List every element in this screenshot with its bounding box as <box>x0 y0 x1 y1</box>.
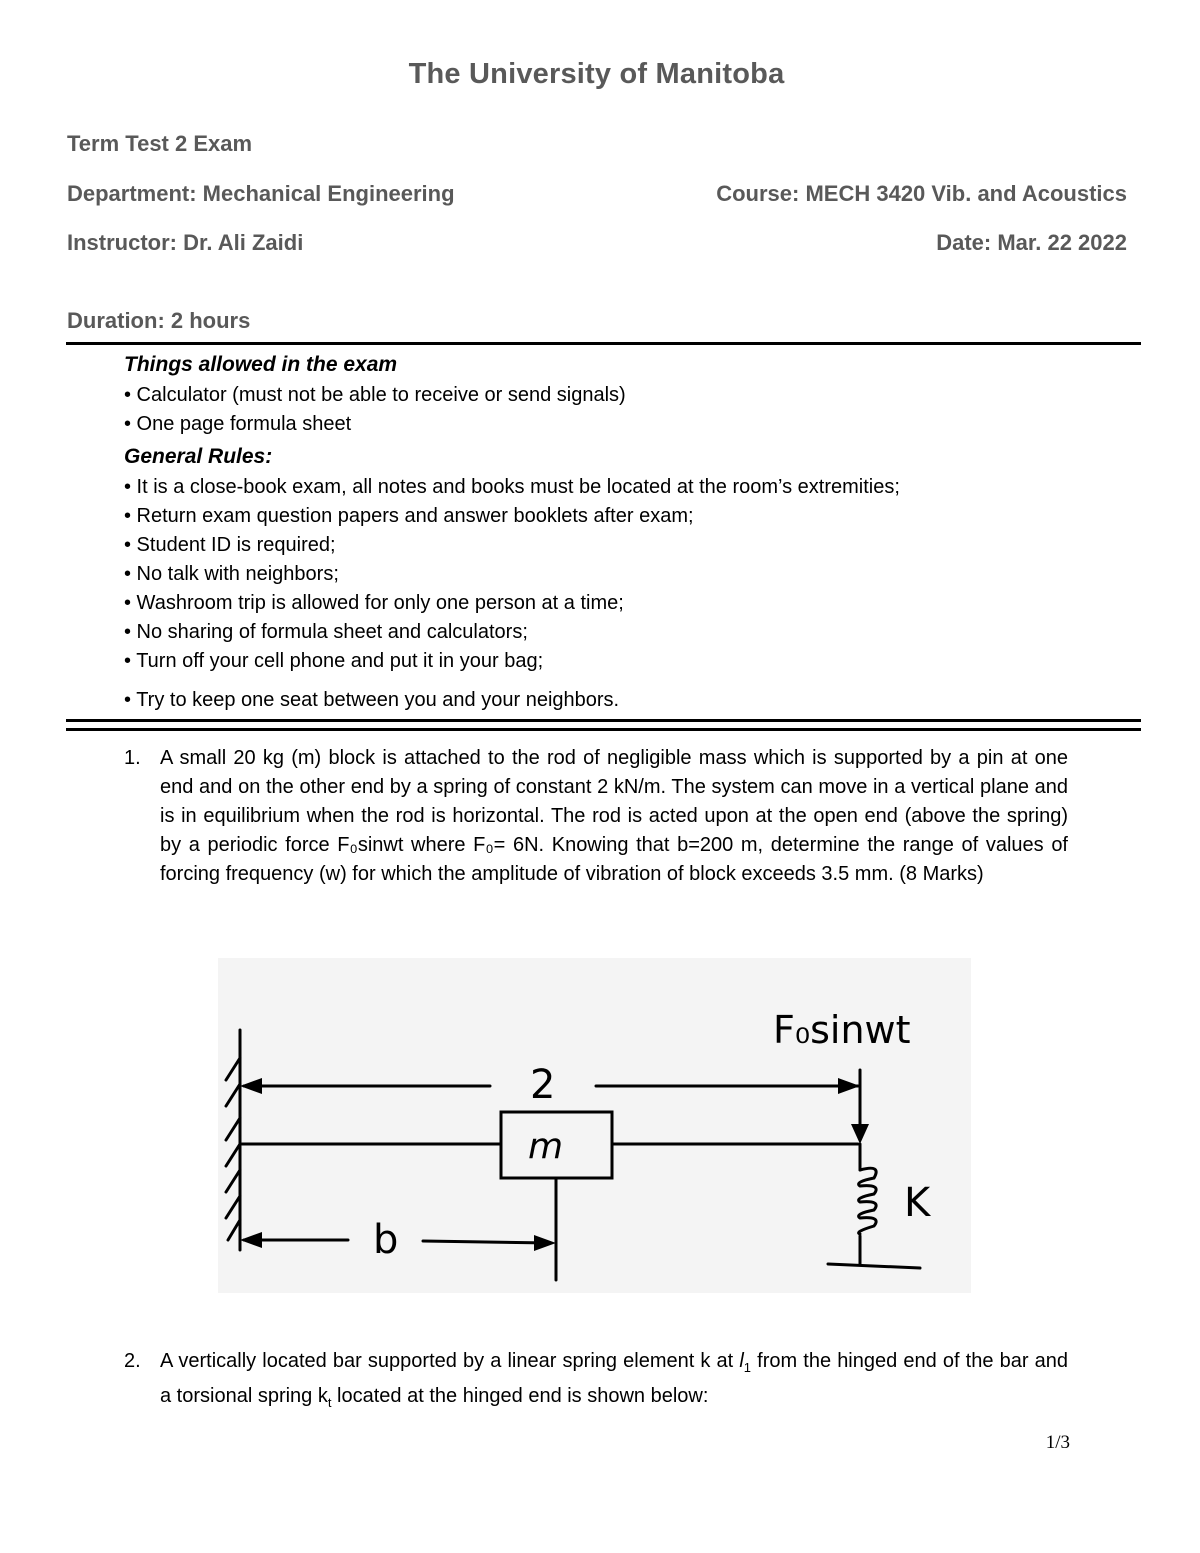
spring-mass-figure <box>218 958 971 1293</box>
rule-item: • Student ID is required; <box>124 534 336 556</box>
rules-divider-top <box>66 719 1141 722</box>
course: Course: MECH 3420 Vib. and Acoustics <box>716 181 1127 206</box>
hatch-mark <box>226 1170 240 1192</box>
rule-item: • It is a close-book exam, all notes and books must be located at the room’s extremities; <box>124 476 900 498</box>
exam-rules <box>124 349 1124 715</box>
question-2 <box>124 1347 1068 1417</box>
q2-l1-sub: 1 <box>743 1360 752 1375</box>
hatch-mark <box>226 1144 240 1166</box>
rule-item: • Return exam question papers and answer booklets after exam; <box>124 505 694 527</box>
rule-item: • No talk with neighbors; <box>124 563 339 585</box>
figure-drawing <box>218 958 971 1293</box>
rule-item: • Washroom trip is allowed for only one person at a time; <box>124 592 624 614</box>
arrowhead-right <box>838 1078 860 1094</box>
rule-item: • No sharing of formula sheet and calculators; <box>124 621 528 643</box>
spring-label: K <box>904 1180 931 1226</box>
question-number: 2. <box>124 1350 141 1372</box>
rules-heading: General Rules: <box>124 445 273 468</box>
duration: Duration: 2 hours <box>67 308 251 333</box>
q2-l1: l <box>739 1350 744 1372</box>
q2-kt-sub: t <box>327 1395 332 1410</box>
header-divider <box>66 342 1141 345</box>
question-text <box>160 1347 1068 1417</box>
exam-date: Date: Mar. 22 2022 <box>936 230 1127 255</box>
rules-divider-bottom <box>66 728 1141 731</box>
hatch-mark <box>226 1058 240 1080</box>
rule-item: • Try to keep one seat between you and your neighbors. <box>124 689 620 711</box>
q2-text-middle: from the hinged end of the bar and a torsional spring k <box>160 1350 1068 1407</box>
university-title: The University of Manitoba <box>408 58 785 90</box>
mass-label: m <box>528 1126 564 1167</box>
q2-text-before: A vertically located bar supported by a linear spring element k at <box>160 1350 740 1372</box>
hatch-mark <box>226 1118 240 1140</box>
arrowhead-left <box>240 1078 262 1094</box>
question-text: A small 20 kg (m) block is attached to the rod of negligible mass which is supported by a pin at one end and on the other end by a spring of constant 2 kN/m. The system can move in a vertical plane and is in equilibrium when the rod is horizontal. The rod is acted upon at the open end (above the spring) by a periodic force F₀sinwt where F₀= 6N. Knowing that b=200 m, determine the range of values of forcing frequency (w) for which the amplitude of vibration of block exceeds 3.5 mm. (8 Marks) <box>160 747 1068 885</box>
rule-item: • Turn off your cell phone and put it in your bag; <box>124 650 544 672</box>
hatch-mark <box>228 1220 240 1240</box>
hatch-mark <box>226 1196 240 1218</box>
department: Department: Mechanical Engineering <box>67 181 455 206</box>
page-number: 1/3 <box>1045 1432 1070 1453</box>
b-arrowhead-left <box>240 1232 262 1248</box>
spring-ground <box>828 1264 920 1268</box>
question-number: 1. <box>124 747 141 769</box>
force-arrowhead <box>851 1124 869 1144</box>
q2-text-after: located at the hinged end is shown below: <box>331 1385 709 1407</box>
exam-name: Term Test 2 Exam <box>67 131 253 156</box>
b-arrowhead-right <box>534 1235 556 1251</box>
length-label: 2 <box>530 1062 556 1108</box>
force-label: F₀sinwt <box>773 1008 911 1052</box>
allowed-item: • Calculator (must not be able to receive or send signals) <box>124 384 626 406</box>
spring-coil <box>859 1168 877 1234</box>
b-dim-right <box>423 1241 550 1243</box>
allowed-item: • One page formula sheet <box>124 413 352 435</box>
allowed-heading: Things allowed in the exam <box>124 353 398 376</box>
instructor: Instructor: Dr. Ali Zaidi <box>67 230 304 255</box>
question-1 <box>124 744 1068 889</box>
hatch-mark <box>226 1084 240 1106</box>
b-label: b <box>373 1217 399 1263</box>
